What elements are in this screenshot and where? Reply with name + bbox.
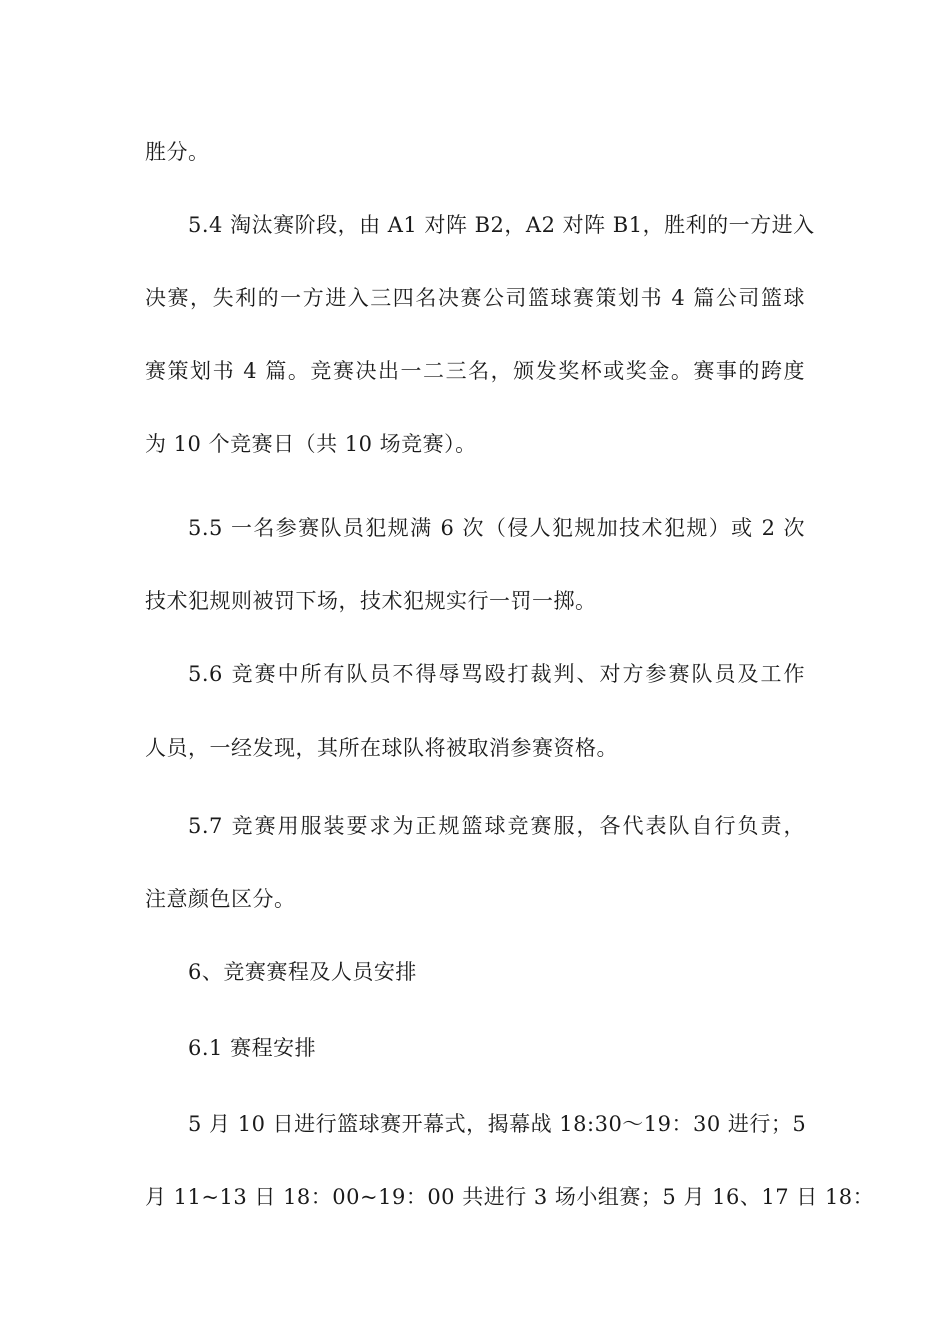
text-line: 人员，一经发现，其所在球队将被取消参赛资格。	[145, 736, 618, 760]
text-line: 胜分。	[145, 140, 210, 164]
text-line: 5.7 竞赛用服装要求为正规篮球竞赛服，各代表队自行负责，	[188, 814, 805, 838]
text-line: 注意颜色区分。	[145, 887, 296, 911]
text-line: 5.4 淘汰赛阶段，由 A1 对阵 B2，A2 对阵 B1，胜利的一方进入	[188, 213, 815, 237]
text-line: 5.5 一名参赛队员犯规满 6 次（侵人犯规加技术犯规）或 2 次	[188, 516, 805, 540]
text-line: 技术犯规则被罚下场，技术犯规实行一罚一掷。	[145, 589, 597, 613]
subsection-heading: 6.1 赛程安排	[188, 1036, 317, 1060]
section-heading: 6、竞赛赛程及人员安排	[188, 960, 417, 984]
text-line: 5 月 10 日进行篮球赛开幕式，揭幕战 18:30～19：30 进行；5	[188, 1112, 807, 1136]
text-line: 决赛，失利的一方进入三四名决赛公司篮球赛策划书 4 篇公司篮球	[145, 286, 805, 310]
text-line: 赛策划书 4 篇。竞赛决出一二三名，颁发奖杯或奖金。赛事的跨度	[145, 359, 805, 383]
text-line: 5.6 竞赛中所有队员不得辱骂殴打裁判、对方参赛队员及工作	[188, 662, 805, 686]
text-line: 为 10 个竞赛日（共 10 场竞赛）。	[145, 432, 477, 456]
text-line: 月 11~13 日 18：00~19：00 共进行 3 场小组赛；5 月 16、17 日 18：	[145, 1185, 875, 1209]
